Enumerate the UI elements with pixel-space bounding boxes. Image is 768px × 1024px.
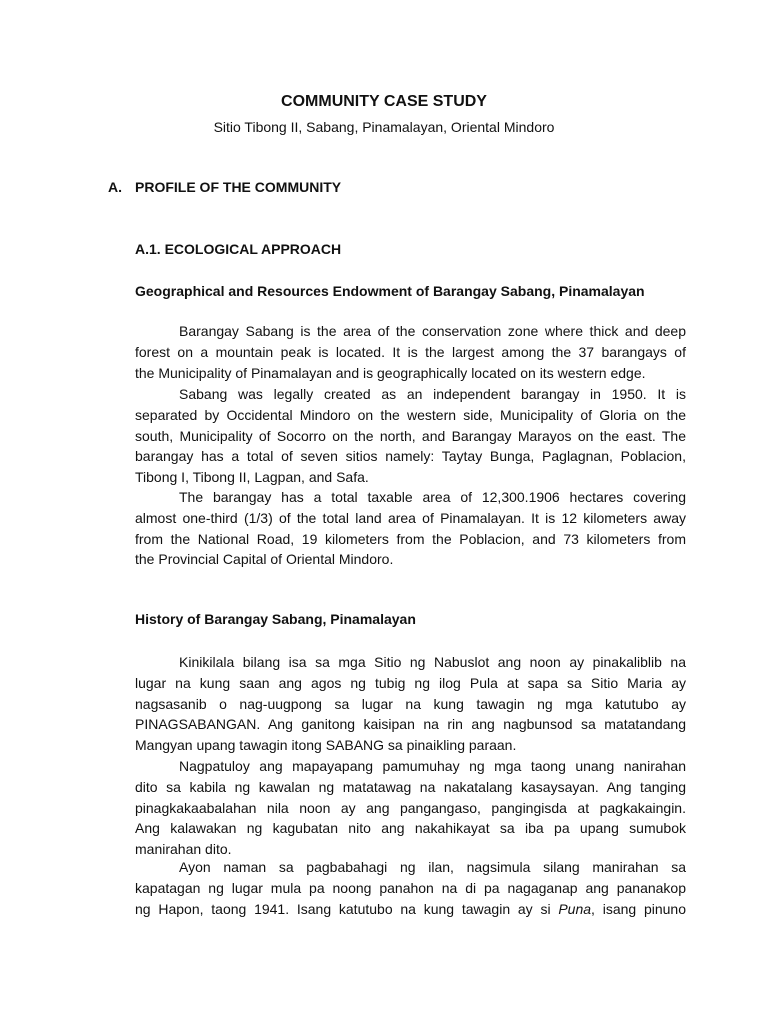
paragraph-line: lugar na kung saan ang agos ng tubig ng ilog Pula at sapa sa Sitio Maria ay <box>135 674 686 691</box>
geography-paragraph-1 <box>135 321 686 383</box>
paragraph-line: Sabang was legally created as an independent barangay in 1950. It is <box>179 386 686 402</box>
text-run: ng Hapon, taong 1941. Isang katutubo na kung tawagin ay si <box>135 900 559 917</box>
paragraph-line: The barangay has a total taxable area of 12,300.1906 hectares covering <box>179 489 686 505</box>
paragraph-line: the Provincial Capital of Oriental Mindoro. <box>135 551 394 568</box>
paragraph-line: forest on a mountain peak is located. It is the largest among the 37 barangays of <box>135 343 686 360</box>
paragraph-line: barangay has a total of seven sitios namely: Taytay Bunga, Paglagnan, Poblacion, <box>135 448 686 465</box>
section-a-label: PROFILE OF THE COMMUNITY <box>135 179 342 195</box>
history-paragraph-1 <box>135 652 686 756</box>
history-heading: History of Barangay Sabang, Pinamalayan <box>135 611 416 627</box>
paragraph-line: Barangay Sabang is the area of the conservation zone where thick and deep <box>179 323 686 339</box>
paragraph-line: manirahan dito. <box>135 841 232 858</box>
paragraph-line: from the National Road, 19 kilometers from the Poblacion, and 73 kilometers from <box>135 530 686 547</box>
paragraph-line: the Municipality of Pinamalayan and is geographically located on its western edge. <box>135 364 646 381</box>
geography-paragraph-3 <box>135 487 686 570</box>
section-a-number: A. <box>108 179 122 195</box>
paragraph-line: almost one-third (1/3) of the total land area of Pinamalayan. It is 12 kilometers away <box>135 509 686 526</box>
geography-paragraph-2 <box>135 384 686 488</box>
section-a1-heading: A.1. ECOLOGICAL APPROACH <box>135 241 342 257</box>
paragraph-line: Mangyan upang tawagin itong SABANG sa pinaikling paraan. <box>135 737 517 754</box>
paragraph-line: PINAGSABANGAN. Ang ganitong kaisipan na rin ang nagbunsod sa matatandang <box>135 716 686 733</box>
document-subtitle: Sitio Tibong II, Sabang, Pinamalayan, Oriental Mindoro <box>213 119 555 135</box>
document-title: COMMUNITY CASE STUDY <box>281 93 487 110</box>
paragraph-line: Tibong I, Tibong II, Lagpan, and Safa. <box>135 469 369 486</box>
paragraph-line: Kinikilala bilang isa sa mga Sitio ng Nabuslot ang noon ay pinakaliblib na <box>179 654 686 670</box>
paragraph-line: dito sa kabila ng kawalan ng matatawag na nakatalang kasaysayan. Ang tanging <box>135 778 686 795</box>
paragraph-line: nagsasanib o nag-uugpong sa lugar na kung tawagin ng mga katutubo ay <box>135 695 686 712</box>
paragraph-line: Ang kalawakan ng kagubatan nito ang nakahikayat sa iba pa upang sumubok <box>135 820 686 837</box>
section-a-heading <box>108 178 341 196</box>
history-paragraph-2 <box>135 756 686 860</box>
paragraph-line-mixed <box>135 899 686 920</box>
emphasized-name: Puna <box>558 900 592 917</box>
paragraph-line: separated by Occidental Mindoro on the western side, Municipality of Gloria on the <box>135 406 686 423</box>
paragraph-line: Nagpatuloy ang mapayapang pamumuhay ng mga taong unang nanirahan <box>179 758 686 774</box>
paragraph-line: south, Municipality of Socorro on the north, and Barangay Marayos on the east. The <box>135 427 686 444</box>
history-paragraph-3 <box>135 857 686 919</box>
paragraph-line: kapatagan ng lugar mula pa noong panahon na di pa nagaganap ang pananakop <box>135 879 686 896</box>
paragraph-line: pinagkakaabalahan nila noon ay ang pangangaso, pangingisda at pagkakaingin. <box>135 799 686 816</box>
text-run: , isang pinuno <box>591 900 686 917</box>
paragraph-line: Ayon naman sa pagbabahagi ng ilan, nagsimula silang manirahan sa <box>179 859 686 875</box>
geography-heading: Geographical and Resources Endowment of Barangay Sabang, Pinamalayan <box>135 283 645 299</box>
